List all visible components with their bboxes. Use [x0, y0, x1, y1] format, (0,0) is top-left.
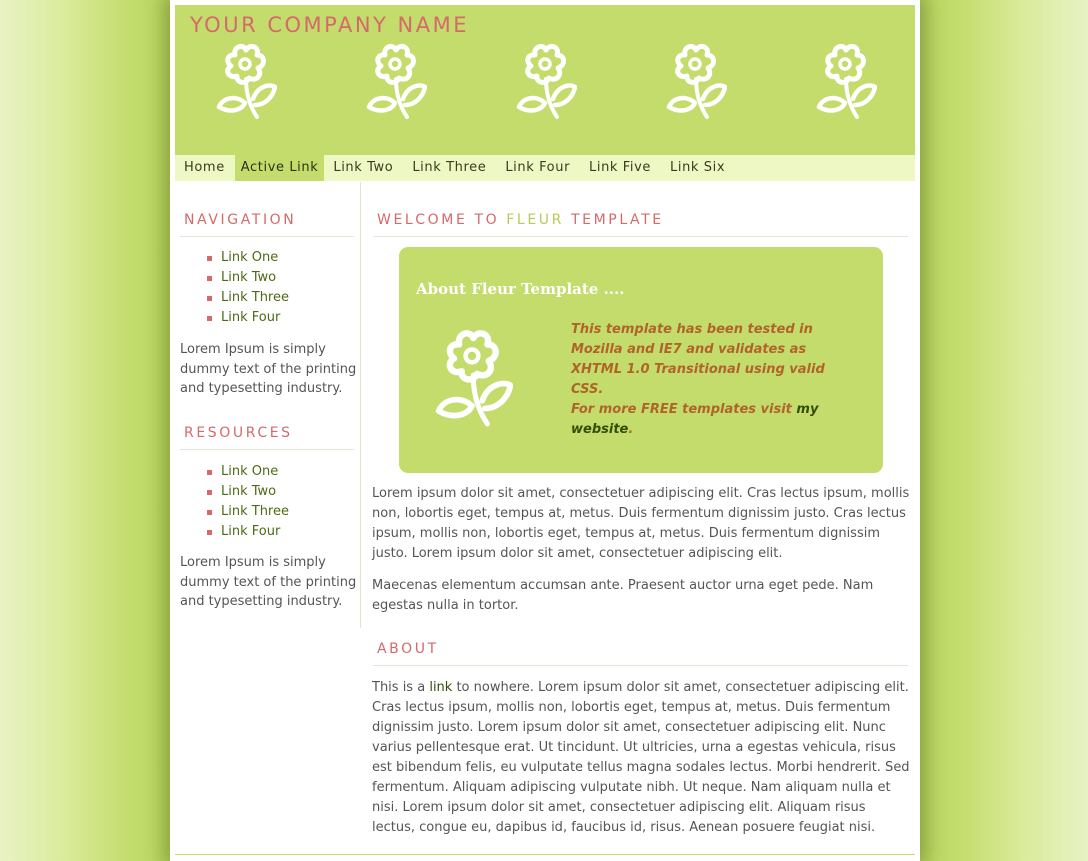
flower-row: [175, 43, 915, 123]
flower-icon: [429, 329, 515, 429]
resources-heading: RESOURCES: [184, 425, 293, 441]
flower-icon: [813, 43, 877, 121]
note-end: .: [628, 422, 634, 437]
header-banner: [175, 5, 915, 155]
nav-link-two[interactable]: Link Two: [221, 268, 289, 288]
about-intro: This is a: [372, 680, 430, 695]
resource-link-four[interactable]: Link Four: [221, 522, 289, 542]
navigation-text: Lorem Ipsum is simply dummy text of the printing and typesetting industry.: [180, 342, 357, 396]
navigation-heading: NAVIGATION: [184, 212, 297, 228]
resources-text: Lorem Ipsum is simply dummy text of the printing and typesetting industry.: [180, 555, 357, 609]
sidebar: [175, 182, 361, 628]
menu-link-two[interactable]: Link Two: [333, 160, 394, 175]
welcome-highlight: FLEUR: [506, 212, 564, 228]
my-website-link[interactable]: my website: [571, 402, 819, 437]
welcome-prefix: WELCOME TO: [377, 212, 507, 228]
menu-active-link[interactable]: Active Link: [235, 155, 325, 181]
about-paragraph: [372, 678, 912, 838]
menu-link-five[interactable]: Link Five: [589, 160, 652, 175]
divider: [373, 236, 908, 237]
about-box-note: [571, 320, 851, 440]
flower-icon: [663, 43, 727, 121]
menu-home[interactable]: Home: [184, 160, 225, 175]
nav-link-four[interactable]: Link Four: [221, 308, 289, 328]
flower-icon: [213, 43, 277, 121]
navigation-list: [221, 248, 289, 328]
resource-link-two[interactable]: Link Two: [221, 482, 289, 502]
divider: [373, 665, 908, 666]
menu-link-four[interactable]: Link Four: [505, 160, 571, 175]
welcome-suffix: TEMPLATE: [563, 212, 664, 228]
resource-link-one[interactable]: Link One: [221, 462, 289, 482]
about-body: to nowhere. Lorem ipsum dolor sit amet, consectetuer adipiscing elit. Cras lectus ipsum, mollis non, lobortis eget, tempus at, metus. Duis fermentum dignissim justo. Lorem ipsum dolor sit amet, consectetuer adipiscing elit. Nunc varius pellentesque erat. Ut tincidunt. Ut ultricies, urna a egestas vehicula, risus est bibendum felis, eu vulputate tellus magna sodales lectus. Morbi hendrerit. Sed fermentum. Aliquam adipiscing vulputate nibh. Ut neque. Nam aliquam nulla et nisi. Lorem ipsum dolor sit amet, consectetuer adipiscing elit. Aliquam risus lectus, congue eu, dapibus id, faucibus id, risus. Aenean posuere feugiat nisi.: [372, 680, 910, 835]
flower-icon: [363, 43, 427, 121]
resource-link-three[interactable]: Link Three: [221, 502, 289, 522]
about-box: [399, 247, 883, 473]
divider: [180, 236, 354, 237]
resources-list: [221, 462, 289, 542]
nav-link-one[interactable]: Link One: [221, 248, 289, 268]
menu-link-six[interactable]: Link Six: [670, 160, 726, 175]
note-visit: For more FREE templates visit: [571, 402, 797, 417]
about-heading: ABOUT: [377, 641, 439, 657]
company-name[interactable]: YOUR COMPANY NAME: [190, 13, 470, 37]
note-line: This template has been tested in Mozilla and IE7 and validates as XHTML 1.0 Transitional using valid CSS.: [571, 322, 825, 397]
nowhere-link[interactable]: link: [429, 680, 453, 695]
page-container: [170, 0, 920, 861]
nav-link-three[interactable]: Link Three: [221, 288, 289, 308]
top-menu: [175, 155, 915, 181]
menu-link-three[interactable]: Link Three: [412, 160, 487, 175]
about-box-title: About Fleur Template ....: [416, 280, 625, 298]
welcome-heading: [377, 212, 664, 228]
second-paragraph: Maecenas elementum accumsan ante. Praesent auctor urna eget pede. Nam egestas nulla in tortor.: [372, 578, 874, 613]
footer-divider: [175, 854, 915, 855]
divider: [180, 449, 354, 450]
flower-icon: [513, 43, 577, 121]
intro-paragraph: Lorem ipsum dolor sit amet, consectetuer adipiscing elit. Cras lectus ipsum, mollis non, lobortis eget, tempus at, metus. Duis fermentum dignissim justo. Cras lectus ipsum, mollis non, lobortis eget, tempus at, metus. Duis fermentum dignissim justo. Lorem ipsum dolor sit amet, consectetuer adipiscing elit.: [372, 486, 910, 561]
